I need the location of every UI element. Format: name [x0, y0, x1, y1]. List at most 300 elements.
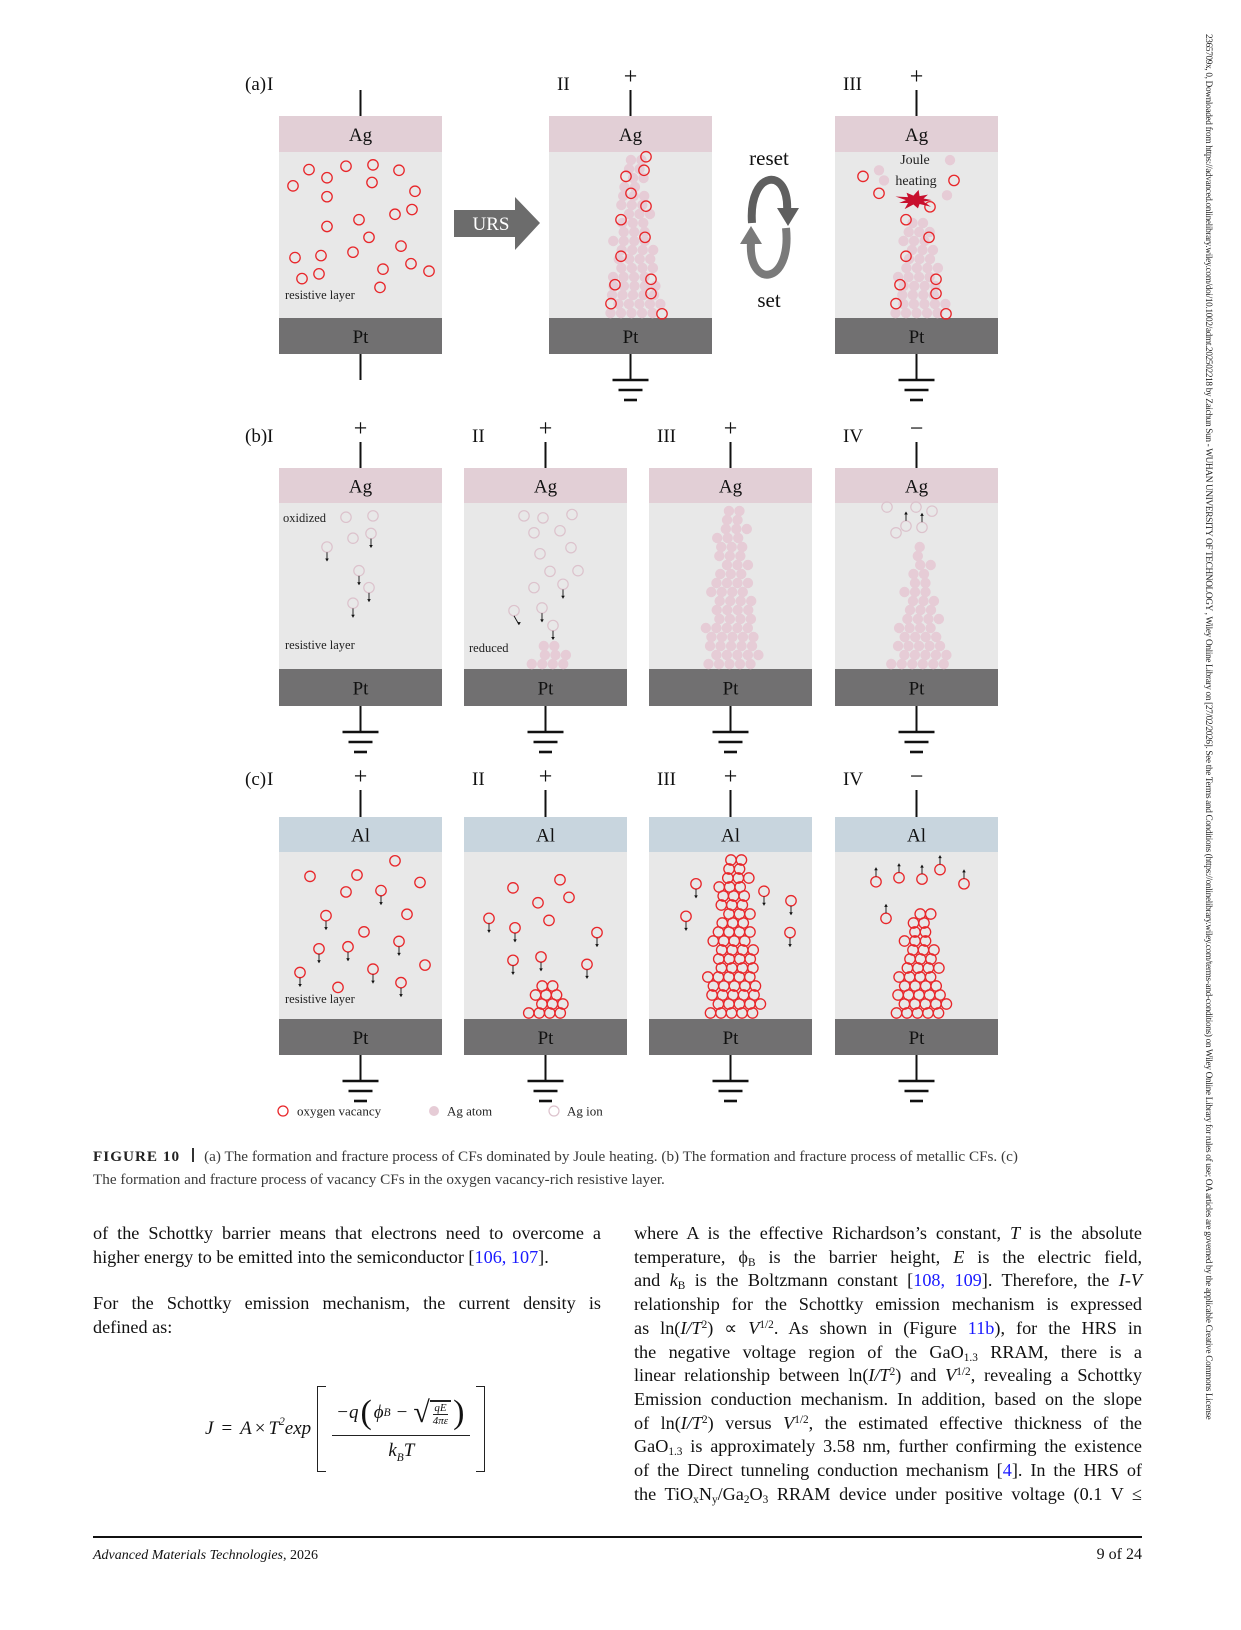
text-line — [634, 1364, 1142, 1388]
stage-numeral: IV — [843, 769, 864, 790]
ag-atom — [748, 632, 758, 642]
text-segment: ]. In the HRS of — [1011, 1460, 1142, 1481]
ag-atom — [894, 623, 904, 633]
ag-atom — [627, 245, 637, 255]
bottom-electrode-label: Pt — [537, 1028, 554, 1049]
ag-atom — [627, 200, 637, 210]
ag-atom — [716, 542, 726, 552]
ag-atom — [747, 641, 757, 651]
positive-bias-sign: + — [353, 764, 368, 790]
text-segment: , revealing a Schottky — [970, 1365, 1142, 1386]
stage-numeral: II — [472, 769, 485, 790]
positive-bias-sign: + — [623, 64, 638, 90]
ag-atom — [645, 299, 655, 309]
italic-symbol: T — [1010, 1223, 1021, 1243]
ag-atom — [931, 632, 941, 642]
ag-atom — [722, 533, 732, 543]
text-segment: where A is the effective Richardson’s constant, — [634, 1223, 1011, 1243]
reset-set-cycle-icon — [740, 180, 799, 275]
ag-atom — [902, 614, 912, 624]
ag-atom — [919, 569, 929, 579]
text-segment: O — [749, 1483, 763, 1504]
stage-numeral: I — [267, 74, 274, 95]
text-segment: defined as: — [93, 1316, 173, 1337]
ag-atom — [743, 560, 753, 570]
italic-symbol: E — [953, 1246, 965, 1267]
bottom-electrode-label: Pt — [908, 327, 925, 348]
ag-atom — [725, 551, 735, 561]
figure-label: FIGURE 10 — [93, 1148, 181, 1165]
caption-text-line2: The formation and fracture process of vacancy CFs in the oxygen vacancy-rich resistive layer. — [93, 1171, 665, 1188]
ag-atom — [637, 263, 647, 273]
ag-atom — [619, 236, 629, 246]
ag-atom — [732, 650, 742, 660]
ag-atom — [925, 254, 935, 264]
footer-rule — [93, 1536, 1142, 1538]
text-line — [634, 1317, 1142, 1341]
ag-atom — [879, 175, 889, 185]
ag-atom — [912, 263, 922, 273]
text-segment: of the Direct tunneling conduction mechanism [ — [634, 1460, 1003, 1481]
eq-numerator — [332, 1394, 470, 1435]
top-electrode-label: Ag — [618, 125, 643, 146]
ag-atom — [715, 569, 725, 579]
ag-atom — [743, 650, 753, 660]
text-segment: /Ga — [717, 1483, 744, 1504]
text-segment: , the estimated effective thickness of the — [808, 1412, 1143, 1433]
ag-atom — [617, 290, 627, 300]
text-line — [634, 1412, 1142, 1436]
eq-t: T — [268, 1418, 280, 1439]
ag-atom — [746, 614, 756, 624]
ag-atom — [945, 155, 955, 165]
top-electrode-label: Al — [907, 825, 926, 847]
text-segment: For the Schottky emission mechanism, the current density is — [93, 1293, 601, 1313]
text-line — [93, 1292, 601, 1316]
ag-atom — [917, 245, 927, 255]
stage-numeral: I — [267, 426, 274, 447]
text-segment: is approximately 3.58 nm, further confirming the existence — [682, 1436, 1142, 1457]
ag-atom — [907, 659, 917, 669]
stage-numeral: II — [557, 74, 570, 95]
eq-4pieps: 4πε — [432, 1414, 449, 1427]
eq-lhs: J — [205, 1418, 214, 1439]
text-segment: GaO — [634, 1436, 669, 1457]
ag-atom — [915, 542, 925, 552]
ag-atom — [924, 641, 934, 651]
text-line — [634, 1388, 1142, 1412]
ag-atom — [714, 614, 724, 624]
text-segment: . As shown in (Figure — [773, 1317, 968, 1338]
top-electrode-label: Ag — [718, 476, 743, 498]
ag-atom — [727, 587, 737, 597]
subscript: B — [747, 1256, 756, 1269]
text-segment: of the Schottky barrier means that electrons need to overcome a — [93, 1223, 601, 1243]
ag-ion-legend-icon — [549, 1106, 559, 1116]
eq-right-bracket — [476, 1386, 485, 1472]
ag-atom — [727, 632, 737, 642]
ag-atom — [733, 533, 743, 543]
ground-icon — [528, 1081, 564, 1101]
ground-icon — [899, 1081, 935, 1101]
layer-annotation: reduced — [469, 641, 509, 655]
eq-rparen: ) — [453, 1394, 465, 1432]
layer-annotation: resistive layer — [285, 992, 355, 1006]
layer-annotation: heating — [895, 174, 937, 189]
ag-atom — [746, 596, 756, 606]
right-column-text — [634, 1222, 1142, 1506]
text-segment: ), for the HRS in — [994, 1317, 1142, 1338]
ag-atom — [918, 659, 928, 669]
top-electrode-label: Ag — [348, 476, 373, 498]
text-line — [634, 1269, 1142, 1293]
ag-atom — [629, 227, 639, 237]
text-segment: temperature, ϕ — [634, 1246, 748, 1267]
ag-atom — [909, 236, 919, 246]
italic-symbol: I-V — [1118, 1270, 1143, 1291]
ag-atom — [711, 623, 721, 633]
ag-atom — [638, 290, 648, 300]
ag-atom — [942, 190, 952, 200]
ground-icon — [899, 732, 935, 752]
text-segment: as ln( — [634, 1317, 681, 1338]
ag-atom — [703, 659, 713, 669]
ag-atom — [732, 623, 742, 633]
ag-atom — [903, 641, 913, 651]
ag-atom — [922, 308, 932, 318]
ag-atom — [619, 227, 629, 237]
eq-equals: = — [221, 1418, 233, 1439]
top-electrode-label: Ag — [348, 125, 373, 146]
text-line — [634, 1222, 1142, 1246]
ag-atom — [735, 614, 745, 624]
ground-icon — [528, 732, 564, 752]
italic-symbol: I/T — [680, 1412, 703, 1433]
legend-item — [549, 1106, 559, 1116]
text-line — [93, 1222, 601, 1246]
ag-atom — [715, 596, 725, 606]
ag-atom — [743, 623, 753, 633]
positive-bias-sign: + — [538, 764, 553, 790]
text-line — [634, 1435, 1142, 1459]
ag-atom — [924, 272, 934, 282]
ag-atom — [907, 245, 917, 255]
bottom-electrode-label: Pt — [722, 1028, 739, 1049]
text-segment: ]. — [538, 1246, 549, 1267]
ag-atom — [614, 254, 624, 264]
ag-atom — [903, 272, 913, 282]
ag-atom — [722, 650, 732, 660]
italic-symbol: V — [748, 1317, 760, 1338]
ag-atom — [909, 281, 919, 291]
ag-atom — [732, 578, 742, 588]
ag-atom — [926, 605, 936, 615]
stage-numeral: III — [843, 74, 862, 95]
text-segment: the TiO — [634, 1483, 694, 1504]
ag-atom — [558, 659, 568, 669]
eq-sqrt-fraction — [430, 1400, 451, 1427]
subscript: 3 — [762, 1493, 769, 1506]
ag-atom — [638, 218, 648, 228]
ag-atom — [722, 560, 732, 570]
ag-atom — [725, 614, 735, 624]
ag-atom — [909, 299, 919, 309]
ag-atom — [743, 605, 753, 615]
ag-atom — [926, 560, 936, 570]
ground-icon — [343, 1081, 379, 1101]
ag-atom — [548, 659, 558, 669]
urs-label: URS — [472, 214, 510, 235]
stage-numeral: II — [472, 426, 485, 447]
ag-atom — [722, 578, 732, 588]
ag-atom — [540, 650, 550, 660]
ag-atom — [629, 191, 639, 201]
ag-atom — [935, 641, 945, 651]
stage-numeral: III — [657, 426, 676, 447]
ag-atom — [737, 542, 747, 552]
left-column-paragraph-1 — [93, 1222, 601, 1269]
legend-item — [278, 1106, 288, 1116]
ag-atom — [626, 308, 636, 318]
ag-atom — [629, 272, 639, 282]
ag-atom — [886, 659, 896, 669]
eq-k: k — [388, 1440, 397, 1462]
top-electrode-label: Ag — [533, 476, 558, 498]
eq-qe: qE — [434, 1401, 447, 1414]
panel-label: (b) — [245, 426, 268, 447]
ag-atom — [904, 254, 914, 264]
bottom-electrode-label: Pt — [537, 678, 554, 700]
ag-atom — [624, 299, 634, 309]
ag-atom — [931, 650, 941, 660]
ag-atom — [743, 578, 753, 588]
ag-atom — [914, 227, 924, 237]
ag-atom — [928, 245, 938, 255]
ag-atom — [647, 308, 657, 318]
ag-atom — [712, 605, 722, 615]
ag-atom — [712, 533, 722, 543]
citation-link[interactable]: 11b — [967, 1317, 995, 1338]
eq-lparen: ( — [360, 1394, 372, 1432]
eq-left-bracket — [317, 1386, 326, 1472]
layer-annotation: resistive layer — [285, 638, 355, 652]
subscript: 1.3 — [668, 1446, 683, 1459]
layer-annotation: oxidized — [283, 511, 327, 525]
ag-atom — [941, 650, 951, 660]
ag-atom — [639, 272, 649, 282]
ag-atom — [629, 236, 639, 246]
italic-symbol: V — [945, 1365, 957, 1386]
subscript: 1.3 — [963, 1351, 978, 1364]
ag-atom — [899, 650, 909, 660]
ag-atom — [923, 614, 933, 624]
ag-atom — [738, 632, 748, 642]
ag-atom — [628, 290, 638, 300]
eq-a: A — [240, 1418, 252, 1439]
layer-annotation: Joule — [900, 153, 930, 168]
ag-atom — [706, 632, 716, 642]
superscript: 2 — [701, 1318, 708, 1331]
ag-atom — [915, 560, 925, 570]
ag-atom — [634, 299, 644, 309]
ag-atom — [753, 650, 763, 660]
ag-atom — [735, 551, 745, 561]
text-segment: is the Boltzmann constant [ — [685, 1270, 914, 1291]
ag-atom — [910, 578, 920, 588]
ground-icon — [899, 380, 935, 400]
subscript: B — [677, 1280, 686, 1293]
ag-atom — [726, 569, 736, 579]
ag-atom — [925, 623, 935, 633]
eq-phi-sub: B — [383, 1407, 391, 1420]
ag-atom — [727, 542, 737, 552]
ag-atom — [918, 218, 928, 228]
ag-atom — [893, 641, 903, 651]
ag-atom-legend-icon — [429, 1106, 439, 1116]
ag-atom — [908, 569, 918, 579]
ag-atom — [561, 650, 571, 660]
ag-atom — [911, 308, 921, 318]
text-segment: N — [698, 1483, 712, 1504]
text-segment: linear relationship between ln( — [634, 1365, 869, 1386]
ag-atom — [616, 308, 626, 318]
ag-atom — [915, 605, 925, 615]
journal-year: , 2026 — [283, 1548, 319, 1563]
ag-atom — [874, 165, 884, 175]
ag-atom — [907, 218, 917, 228]
text-segment: and — [634, 1270, 670, 1291]
legend-label: oxygen vacancy — [297, 1103, 382, 1119]
ag-atom — [648, 263, 658, 273]
ag-atom — [714, 659, 724, 669]
caption-separator — [192, 1148, 194, 1162]
ag-atom — [550, 650, 560, 660]
ag-atom — [920, 578, 930, 588]
bottom-electrode-label: Pt — [352, 678, 369, 700]
text-line — [634, 1483, 1142, 1507]
citation-link[interactable]: 106, 107 — [474, 1246, 539, 1267]
ag-atom — [920, 587, 930, 597]
ag-atom — [618, 272, 628, 282]
positive-bias-sign: + — [723, 764, 738, 790]
stage-numeral: IV — [843, 426, 864, 447]
ag-atom — [655, 299, 665, 309]
panel-c — [279, 790, 998, 1101]
ag-atom — [905, 605, 915, 615]
negative-bias-sign: − — [909, 764, 924, 790]
bottom-electrode-label: Pt — [908, 678, 925, 700]
superscript: 1/2 — [794, 1413, 809, 1426]
superscript: 2 — [889, 1366, 896, 1379]
ag-atom — [705, 641, 715, 651]
text-segment: is the electric field, — [964, 1246, 1142, 1267]
citation-link[interactable]: 108, 109 — [913, 1270, 982, 1291]
ag-atom — [735, 659, 745, 669]
eq-t-den: T — [403, 1440, 415, 1462]
ag-atom — [914, 272, 924, 282]
ag-atom — [897, 659, 907, 669]
ag-atom — [736, 569, 746, 579]
text-segment: relationship for the Schottky emission mechanism is expressed — [634, 1294, 1142, 1315]
italic-symbol: I/T — [680, 1317, 702, 1338]
ag-atom — [549, 641, 559, 651]
positive-bias-sign: + — [909, 64, 924, 90]
ag-atom — [939, 659, 949, 669]
text-segment: higher energy to be emitted into the semiconductor [ — [93, 1246, 475, 1267]
legend-item — [429, 1106, 439, 1116]
ag-atom — [722, 623, 732, 633]
ag-atom — [722, 605, 732, 615]
ag-atom — [628, 173, 638, 183]
text-segment: ) and — [895, 1365, 946, 1386]
bottom-electrode-label: Pt — [908, 1028, 925, 1049]
ag-atom — [940, 299, 950, 309]
ag-atom — [616, 200, 626, 210]
ag-atom — [711, 650, 721, 660]
stage-numeral: I — [267, 769, 274, 790]
eq-minus: − — [396, 1402, 408, 1424]
ag-atom — [722, 515, 732, 525]
text-segment: ) ∝ — [707, 1317, 749, 1338]
ag-atom — [638, 245, 648, 255]
panel-b — [279, 442, 998, 752]
ground-icon — [713, 732, 749, 752]
caption-text-line1: (a) The formation and fracture process of CFs dominated by Joule heating. (b) The formation and fracture process of metallic CFs. (c) — [204, 1148, 1018, 1165]
ag-atom — [920, 650, 930, 660]
eq-fraction — [332, 1394, 470, 1464]
ag-atom — [901, 263, 911, 273]
ag-atom — [908, 596, 918, 606]
ag-atom — [527, 659, 537, 669]
text-segment: ]. Therefore, the — [981, 1270, 1119, 1291]
ag-atom — [928, 659, 938, 669]
eq-times: × — [254, 1418, 266, 1439]
bottom-electrode-label: Pt — [352, 1028, 369, 1049]
ag-atom — [721, 524, 731, 534]
ag-atom — [725, 596, 735, 606]
top-electrode-label: Al — [536, 825, 555, 847]
ag-atom — [910, 632, 920, 642]
ag-atom — [736, 596, 746, 606]
ag-atom — [918, 290, 928, 300]
top-electrode-label: Ag — [904, 125, 929, 146]
text-segment: the negative voltage region of the GaO — [634, 1341, 964, 1362]
ag-atom — [648, 245, 658, 255]
citation-link[interactable]: 4 — [1002, 1460, 1012, 1481]
ag-atom — [731, 524, 741, 534]
ag-atom — [537, 659, 547, 669]
ag-atom — [628, 218, 638, 228]
bottom-electrode-label: Pt — [722, 678, 739, 700]
eq-minus-q: −q — [336, 1402, 359, 1424]
text-line — [634, 1246, 1142, 1270]
figure-caption — [93, 1145, 1143, 1191]
ag-atom — [608, 236, 618, 246]
ag-atom — [918, 596, 928, 606]
eq-exp: exp — [284, 1418, 312, 1439]
eq-k-sub: B — [396, 1451, 404, 1464]
ag-atom — [736, 641, 746, 651]
text-line — [634, 1293, 1142, 1317]
ag-atom — [616, 263, 626, 273]
ag-atom — [745, 659, 755, 669]
layer-annotation: resistive layer — [285, 288, 355, 302]
superscript: 2 — [702, 1413, 708, 1426]
italic-symbol: k — [669, 1270, 678, 1291]
ag-atom — [910, 587, 920, 597]
text-line — [93, 1316, 601, 1340]
ag-atom — [539, 641, 549, 651]
